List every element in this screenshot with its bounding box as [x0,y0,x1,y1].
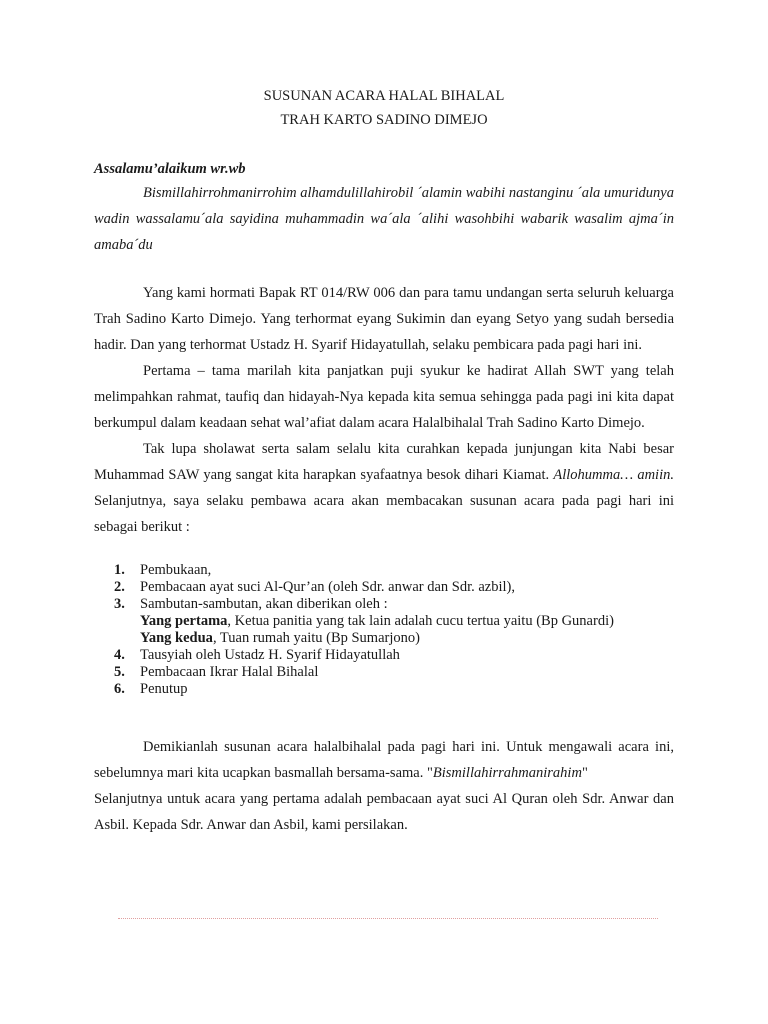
document-title-line1: SUSUNAN ACARA HALAL BIHALAL [263,88,505,104]
list-item [94,681,674,698]
paragraph-greetings: Yang kami hormati Bapak RT 014/RW 006 dan para tamu undangan serta seluruh keluarga Trah Sadino Karto Dimejo. Yang terhormat eyang Sukimin dan eyang Setyo yang sudah bersedia hadir. Dan yang terhormat Ustadz H. Syarif Hidayatullah, selaku pembicara pada pagi hari ini. [94,285,674,353]
list-item [94,579,674,596]
paragraph-closing [94,734,674,786]
agenda-intro-text: Selanjutnya, saya selaku pembawa acara akan membacakan susunan acara pada pagi hari ini sebagai berikut : [94,493,674,535]
first-speaker-text: , Ketua panitia yang tak lain adalah cucu tertua yaitu (Bp Gunardi) [227,613,614,629]
basmallah-paragraph: Bismillahirrohmanirrohim alhamdulillahirobil ´alamin wabihi nastanginu ´ala umuridunya wadin wassalamu´ala sayidina muhammadin wa´ala ´alihi wasohbihi wabarik wasalim ajma´in amaba´du [94,185,674,253]
dotted-separator [118,918,658,919]
list-item [94,596,674,647]
sambutan-first [140,613,674,630]
closing-quote-end: " [581,765,588,781]
paragraph-gratitude: Pertama – tama marilah kita panjatkan puji syukur ke hadirat Allah SWT yang telah melimpahkan rahmat, taufiq dan hidayah-Nya kepada kita semua sehingga pada pagi ini kita dapat berkumpul dalam keadaan sehat wal’afiat dalam acara Halalbihalal Trah Sadino Karto Dimejo. [94,363,674,431]
first-speaker-label: Yang pertama [140,613,228,629]
list-item [94,664,674,681]
paragraph-sholawat [94,436,674,540]
list-number: 2. [114,579,125,595]
list-text: Penutup [140,681,188,697]
second-speaker-label: Yang kedua [140,630,213,646]
list-text: Pembukaan, [140,562,212,578]
agenda-list [94,562,674,698]
list-text: Tausyiah oleh Ustadz H. Syarif Hidayatullah [140,647,400,663]
document-title-line2: TRAH KARTO SADINO DIMEJO [280,112,488,128]
list-text: Pembacaan Ikrar Halal Bihalal [140,664,319,680]
list-item [94,562,674,579]
list-text: Pembacaan ayat suci Al-Qur’an (oleh Sdr. anwar dan Sdr. azbil), [140,579,516,595]
list-text [140,596,674,647]
sambutan-second [140,630,674,647]
greeting: Assalamu’alaikum wr.wb [94,161,246,177]
second-speaker-text: , Tuan rumah yaitu (Bp Sumarjono) [212,630,420,646]
list-number: 1. [114,562,125,578]
list-number: 3. [114,596,125,612]
list-number: 6. [114,681,125,697]
document-content [94,84,674,838]
closing-text: Demikianlah susunan acara halalbihalal pada pagi hari ini. Untuk mengawali acara ini, sebelumnya mari kita ucapkan basmallah bersama-sama. " [94,739,674,781]
list-number: 4. [114,647,125,663]
sambutan-label: Sambutan-sambutan, akan diberikan oleh : [140,596,388,612]
paragraph-next-event: Selanjutnya untuk acara yang pertama adalah pembacaan ayat suci Al Quran oleh Sdr. Anwar dan Asbil. Kepada Sdr. Anwar dan Asbil, kami persilakan. [94,791,674,833]
allohumma-text: Allohumma… amiin. [553,467,674,483]
sholawat-text: Tak lupa sholawat serta salam selalu kita curahkan kepada junjungan kita Nabi besar Muhammad SAW yang sangat kita harapkan syafaatnya besok dihari Kiamat. [94,441,674,483]
list-number: 5. [114,664,125,680]
basmallah-quote: Bismillahirrahmanirahim [432,765,582,781]
list-item [94,647,674,664]
